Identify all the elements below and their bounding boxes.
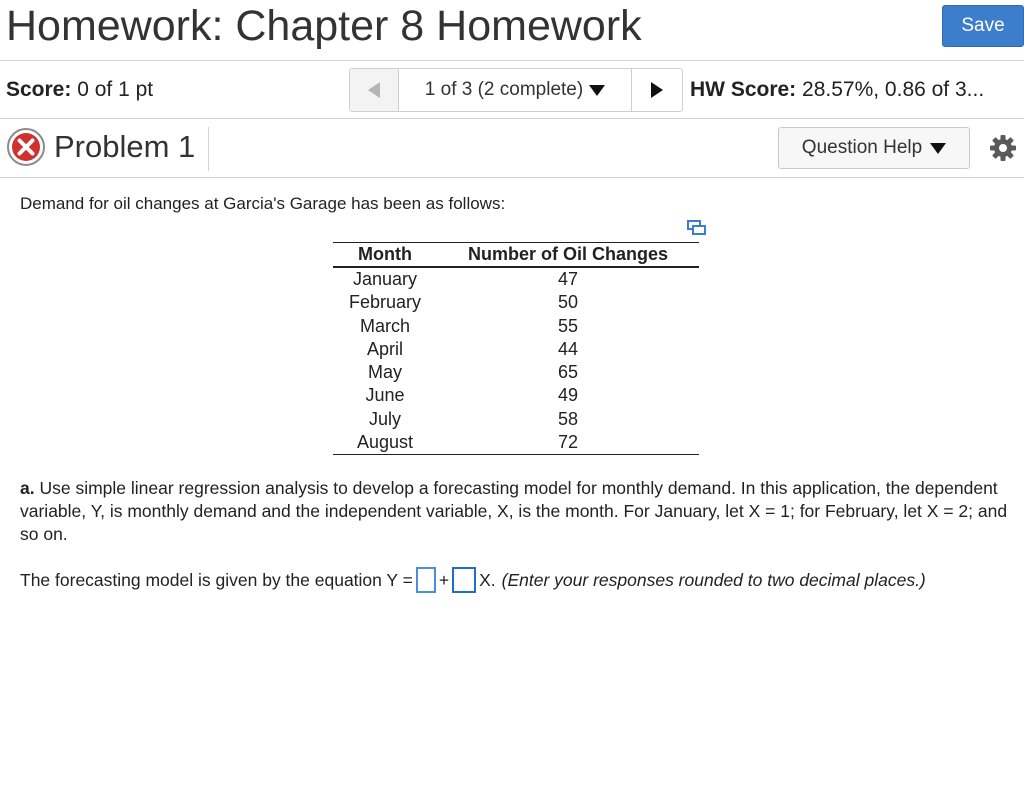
page-title: Homework: Chapter 8 Homework xyxy=(6,2,642,50)
score-label: Score: xyxy=(6,78,72,101)
oil-changes-cell: 55 xyxy=(557,315,579,336)
oil-changes-cell: 50 xyxy=(557,292,579,313)
triangle-right-icon xyxy=(650,81,664,99)
month-cell: April xyxy=(366,338,403,359)
score-display xyxy=(6,78,153,102)
hw-score-display xyxy=(690,78,984,102)
next-question-button[interactable] xyxy=(632,69,682,111)
equation-plus: + xyxy=(438,569,450,590)
table-row xyxy=(333,408,699,431)
column-header: Number of Oil Changes xyxy=(437,243,699,268)
question-help-button[interactable] xyxy=(778,127,970,169)
save-button[interactable]: Save xyxy=(942,5,1024,47)
question-select-dropdown[interactable] xyxy=(399,69,632,111)
part-a-prompt xyxy=(20,477,1010,546)
table-row xyxy=(333,315,699,338)
gear-icon[interactable] xyxy=(988,133,1018,163)
oil-changes-cell: 49 xyxy=(557,385,579,406)
problem-header xyxy=(6,127,195,167)
month-cell: January xyxy=(352,269,418,289)
hw-score-value: 28.57%, 0.86 of 3... xyxy=(802,78,985,101)
oil-changes-cell: 44 xyxy=(557,338,579,359)
month-cell: March xyxy=(359,315,410,336)
question-help-label: Question Help xyxy=(801,137,923,158)
divider xyxy=(0,60,1024,61)
table-row xyxy=(333,361,699,384)
score-value: 0 of 1 pt xyxy=(77,78,154,101)
equation-line xyxy=(20,567,926,593)
month-cell: August xyxy=(333,431,437,455)
table-row xyxy=(333,267,699,291)
oil-changes-cell: 47 xyxy=(557,269,579,289)
oil-changes-cell: 65 xyxy=(557,362,579,383)
demand-table xyxy=(333,242,699,455)
equation-note: (Enter your responses rounded to two decimal places.) xyxy=(501,569,926,590)
equation-suffix: X. xyxy=(479,569,496,590)
triangle-left-icon xyxy=(367,81,381,99)
divider xyxy=(208,127,209,171)
caret-down-icon xyxy=(589,84,605,96)
table-row xyxy=(333,338,699,361)
table-row xyxy=(333,291,699,314)
slope-input[interactable] xyxy=(452,567,476,593)
hw-score-label: HW Score: xyxy=(690,78,797,101)
table-header-row xyxy=(333,243,699,268)
equation-prefix: The forecasting model is given by the equation Y = xyxy=(20,569,413,590)
column-header: Month xyxy=(333,243,437,268)
month-cell: June xyxy=(365,385,405,406)
oil-changes-cell: 58 xyxy=(557,408,579,429)
month-cell: July xyxy=(368,408,401,429)
part-a-text: Use simple linear regression analysis to develop a forecasting model for monthly demand. In this application, the dependent variable, Y, is monthly demand and the independent variable, X, is the month. For January, let X = 1; for February, let X = 2; and so on. xyxy=(20,478,1008,544)
table-row xyxy=(333,384,699,407)
problem-label: Problem 1 xyxy=(54,129,196,164)
question-navigator xyxy=(349,68,683,112)
copy-table-icon[interactable] xyxy=(687,220,707,236)
month-cell: May xyxy=(367,362,402,383)
intercept-input[interactable] xyxy=(416,567,436,593)
divider xyxy=(0,177,1024,178)
question-position: 1 of 3 (2 complete) xyxy=(424,79,584,100)
previous-question-button[interactable] xyxy=(350,69,399,111)
question-intro: Demand for oil changes at Garcia's Garage has been as follows: xyxy=(20,194,506,213)
oil-changes-cell: 72 xyxy=(437,431,699,455)
x-circle-icon xyxy=(6,127,46,167)
divider xyxy=(0,118,1024,119)
part-a-label: a. xyxy=(20,478,35,498)
month-cell: February xyxy=(348,292,422,313)
table-row xyxy=(333,431,699,455)
caret-down-icon xyxy=(930,142,946,154)
